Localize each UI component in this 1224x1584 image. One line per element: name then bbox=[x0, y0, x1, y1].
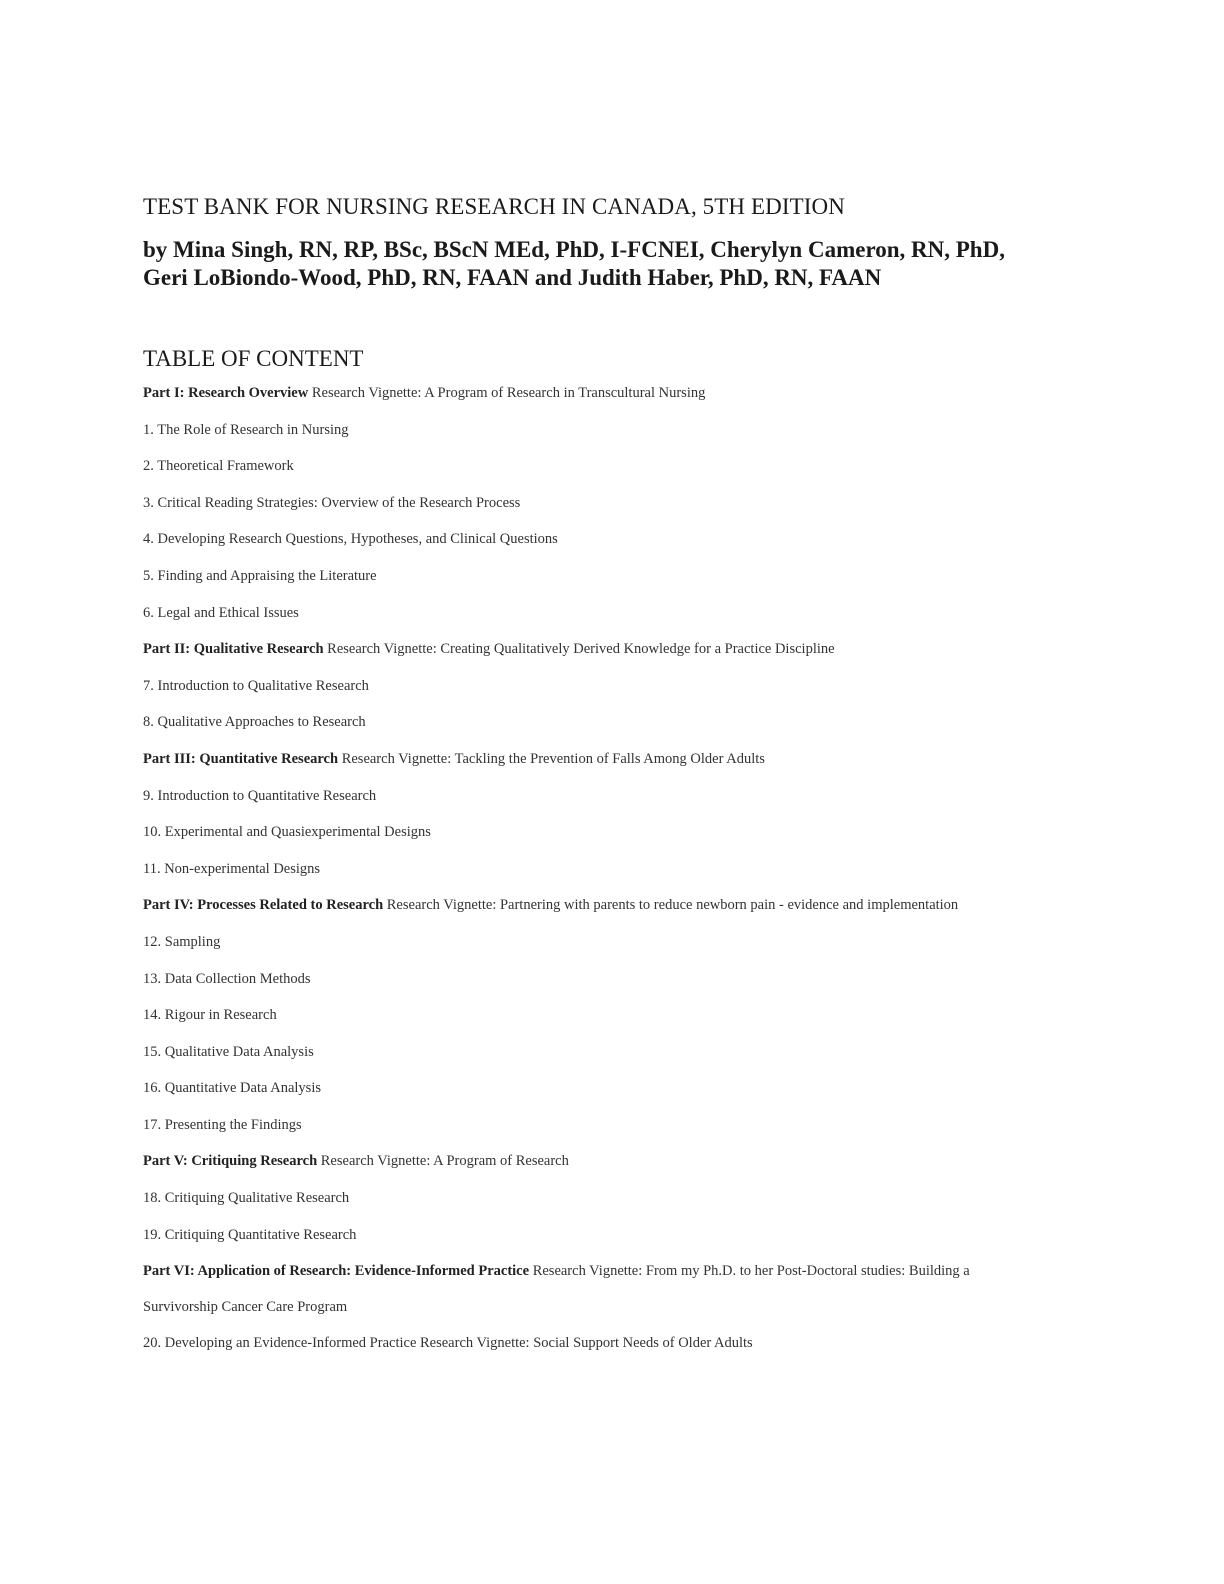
toc-chapter-7: 7. Introduction to Qualitative Research bbox=[143, 677, 369, 694]
toc-chapter-4: 4. Developing Research Questions, Hypotheses, and Clinical Questions bbox=[143, 531, 558, 548]
toc-chapter-15: 15. Qualitative Data Analysis bbox=[143, 1043, 314, 1060]
toc-chapter-14: 14. Rigour in Research bbox=[143, 1007, 277, 1024]
authors-line-1: by Mina Singh, RN, RP, BSc, BScN MEd, PhD, I-FCNEI, Cherylyn Cameron, RN, PhD, bbox=[143, 237, 1005, 262]
document-title: TEST BANK FOR NURSING RESEARCH IN CANADA, 5TH EDITION bbox=[143, 194, 845, 219]
toc-chapter-13: 13. Data Collection Methods bbox=[143, 970, 311, 987]
toc-part-3: Part III: Quantitative Research Research Vignette: Tackling the Prevention of Falls Among Older Adults bbox=[143, 750, 765, 767]
toc-chapter-16: 16. Quantitative Data Analysis bbox=[143, 1080, 321, 1097]
toc-chapter-6: 6. Legal and Ethical Issues bbox=[143, 604, 299, 621]
document-page bbox=[143, 192, 1043, 1371]
toc-chapter-3: 3. Critical Reading Strategies: Overview of the Research Process bbox=[143, 494, 521, 511]
toc-chapter-17: 17. Presenting the Findings bbox=[143, 1116, 302, 1133]
toc-chapter-5: 5. Finding and Appraising the Literature bbox=[143, 567, 377, 584]
toc-heading: TABLE OF CONTENT bbox=[143, 346, 364, 371]
toc-chapter-20: 20. Developing an Evidence-Informed Practice Research Vignette: Social Support Needs of Older Adults bbox=[143, 1335, 753, 1352]
toc-part-2: Part II: Qualitative Research Research Vignette: Creating Qualitatively Derived Knowledge for a Practice Discipline bbox=[143, 641, 835, 658]
toc-part-4: Part IV: Processes Related to Research Research Vignette: Partnering with parents to reduce newborn pain - evidence and implementation bbox=[143, 897, 959, 914]
toc-part-1: Part I: Research Overview Research Vignette: A Program of Research in Transcultural Nursing bbox=[143, 385, 706, 401]
toc-chapter-19: 19. Critiquing Quantitative Research bbox=[143, 1226, 357, 1243]
toc-part-5: Part V: Critiquing Research Research Vignette: A Program of Research bbox=[143, 1153, 569, 1170]
toc-chapter-2: 2. Theoretical Framework bbox=[143, 458, 294, 475]
authors-line-2: Geri LoBiondo-Wood, PhD, RN, FAAN and Judith Haber, PhD, RN, FAAN bbox=[143, 265, 882, 290]
table-of-contents bbox=[143, 384, 1043, 1352]
toc-chapter-10: 10. Experimental and Quasiexperimental Designs bbox=[143, 824, 431, 841]
toc-chapter-11: 11. Non-experimental Designs bbox=[143, 860, 321, 877]
toc-chapter-1: 1. The Role of Research in Nursing bbox=[143, 421, 349, 438]
authors bbox=[143, 236, 1043, 292]
toc-chapter-18: 18. Critiquing Qualitative Research bbox=[143, 1190, 350, 1207]
toc-chapter-9: 9. Introduction to Quantitative Research bbox=[143, 787, 377, 804]
toc-chapter-12: 12. Sampling bbox=[143, 933, 221, 950]
toc-part-6: Part VI: Application of Research: Evidence-Informed Practice Research Vignette: From my Ph.D. to her Post-Doctoral studies: Building a Survivorship Cancer Care Program bbox=[143, 1263, 970, 1316]
toc-chapter-8: 8. Qualitative Approaches to Research bbox=[143, 714, 366, 731]
